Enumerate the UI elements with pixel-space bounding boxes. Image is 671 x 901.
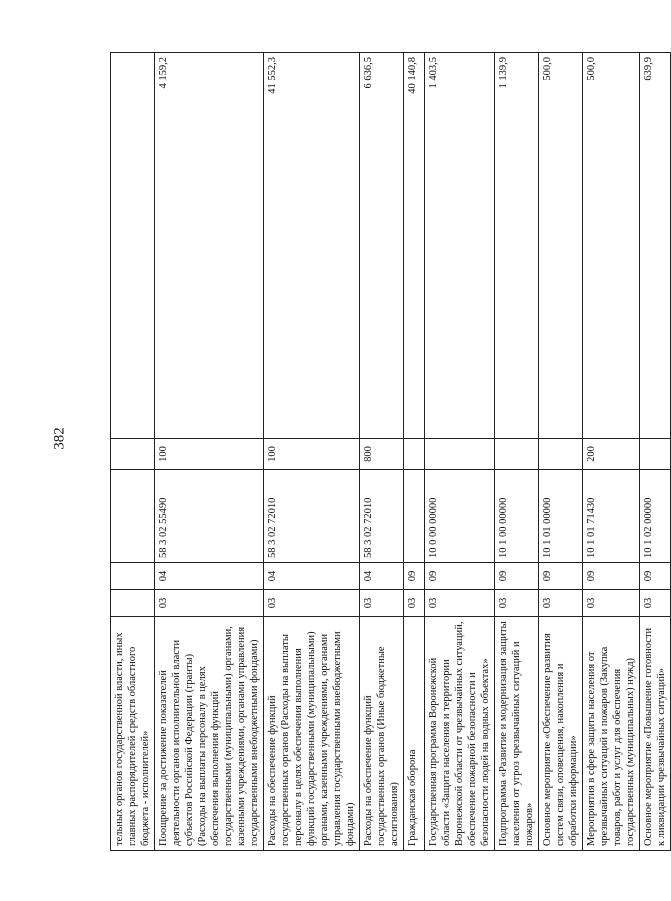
table-row — [539, 53, 583, 851]
cell-sum: 500,0 — [539, 53, 583, 439]
cell-name: Поощрение за достижение показателей деятельности органов исполнительной власти субъектов Российской Федерации (гранты) (Расходы на выплаты персоналу в целях обеспечения выполнения функций государственными (муниципальными) органами, казенными учреждениями, органами управления государственными внебюджетными фондами) — [155, 617, 264, 851]
cell-sum: 1 403,5 — [425, 53, 495, 439]
cell-rz: 03 — [539, 590, 583, 617]
table-row — [404, 53, 425, 851]
cell-vr — [539, 439, 583, 470]
table-row — [155, 53, 264, 851]
cell-csr — [111, 470, 155, 563]
cell-sum: 41 552,3 — [264, 53, 360, 439]
budget-table — [110, 52, 671, 851]
cell-csr: 10 0 00 00000 — [425, 470, 495, 563]
cell-pr: 04 — [360, 563, 404, 590]
cell-pr: 09 — [583, 563, 640, 590]
cell-pr: 09 — [425, 563, 495, 590]
cell-vr — [495, 439, 539, 470]
cell-sum: 639,9 — [640, 53, 671, 439]
cell-sum: 1 139,9 — [495, 53, 539, 439]
cell-csr — [404, 470, 425, 563]
cell-rz: 03 — [640, 590, 671, 617]
cell-csr: 10 1 02 00000 — [640, 470, 671, 563]
cell-pr: 04 — [264, 563, 360, 590]
cell-name: Гражданская оборона — [404, 617, 425, 851]
cell-vr: 100 — [264, 439, 360, 470]
table-row — [495, 53, 539, 851]
cell-name: Основное мероприятие «Повышение готовности к ликвидации чрезвычайных ситуаций» — [640, 617, 671, 851]
cell-name: Государственная программа Воронежской области «Защита населения и территории Воронежской области от чрезвычайных ситуаций, обеспечение пожарной безопасности и безопасности людей на водных объектах» — [425, 617, 495, 851]
cell-pr: 04 — [155, 563, 264, 590]
rotated-table-wrapper — [110, 52, 667, 851]
cell-rz: 03 — [495, 590, 539, 617]
table-row — [360, 53, 404, 851]
cell-rz: 03 — [360, 590, 404, 617]
cell-rz: 03 — [583, 590, 640, 617]
page-number: 382 — [51, 427, 68, 450]
cell-rz: 03 — [404, 590, 425, 617]
cell-name: Мероприятия в сфере защиты населения от чрезвычайных ситуаций и пожаров (Закупка товаров, работ и услуг для обеспечения государственных (муниципальных) нужд) — [583, 617, 640, 851]
cell-sum — [111, 53, 155, 439]
cell-name: Подпрограмма «Развитие и модернизация защиты населения от угроз чрезвычайных ситуаций и пожаров» — [495, 617, 539, 851]
cell-csr: 58 3 02 72010 — [264, 470, 360, 563]
cell-csr: 58 3 02 55490 — [155, 470, 264, 563]
cell-name: Расходы на обеспечение функций государственных органов (Иные бюджетные ассигнования) — [360, 617, 404, 851]
cell-pr: 09 — [404, 563, 425, 590]
cell-name: Расходы на обеспечение функций государственных органов (Расходы на выплаты персоналу в целях обеспечения выполнения функций государственными (муниципальными) органами, казенными учреждениями, органами управления государственными внебюджетными фондами) — [264, 617, 360, 851]
cell-sum: 40 140,8 — [404, 53, 425, 439]
cell-vr — [425, 439, 495, 470]
cell-pr: 09 — [640, 563, 671, 590]
cell-rz — [111, 590, 155, 617]
cell-pr: 09 — [495, 563, 539, 590]
cell-name: Основное мероприятие «Обеспечение развития систем связи, оповещения, накопления и обработки информации» — [539, 617, 583, 851]
cell-vr: 100 — [155, 439, 264, 470]
table-row — [640, 53, 671, 851]
cell-csr: 10 1 01 00000 — [539, 470, 583, 563]
cell-vr — [111, 439, 155, 470]
cell-rz: 03 — [264, 590, 360, 617]
cell-vr: 800 — [360, 439, 404, 470]
table-row — [111, 53, 155, 851]
table-row — [425, 53, 495, 851]
cell-sum: 500,0 — [583, 53, 640, 439]
cell-name: тельных органов государственной власти, иных главных распорядителей средств областного бюджета - исполнителей» — [111, 617, 155, 851]
cell-csr: 58 3 02 72010 — [360, 470, 404, 563]
cell-vr — [404, 439, 425, 470]
cell-rz: 03 — [155, 590, 264, 617]
cell-sum: 6 636,5 — [360, 53, 404, 439]
cell-vr — [640, 439, 671, 470]
cell-pr: 09 — [539, 563, 583, 590]
cell-rz: 03 — [425, 590, 495, 617]
table-row — [583, 53, 640, 851]
cell-csr: 10 1 01 71430 — [583, 470, 640, 563]
cell-csr: 10 1 00 00000 — [495, 470, 539, 563]
cell-sum: 4 159,2 — [155, 53, 264, 439]
cell-pr — [111, 563, 155, 590]
table-row — [264, 53, 360, 851]
cell-vr: 200 — [583, 439, 640, 470]
